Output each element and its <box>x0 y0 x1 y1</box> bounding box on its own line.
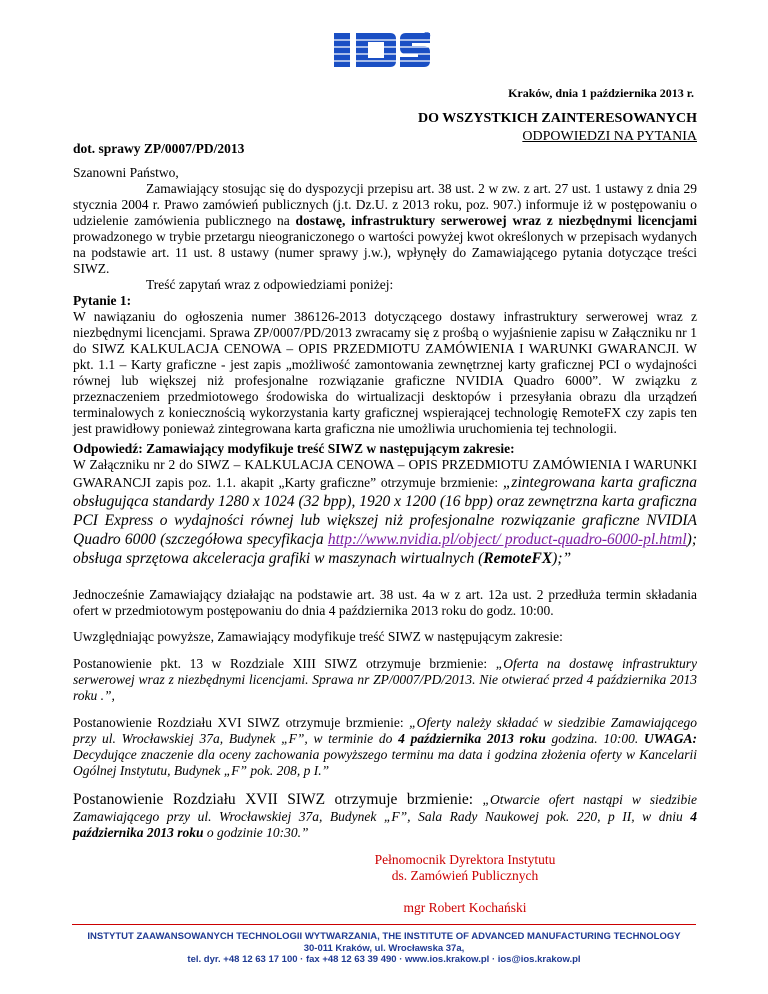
nvidia-link[interactable]: http://www.nvidia.pl/object/ product-quadro-6000-pl.html <box>327 531 687 548</box>
registered-mark: ® <box>423 31 431 42</box>
recipient-heading: DO WSZYSTKICH ZAINTERESOWANYCH <box>417 111 697 126</box>
provision-13: Postanowienie pkt. 13 w Rozdziale XIII SIWZ otrzymuje brzmienie: „Oferta na dostawę infrastruktury serwerowej wraz z niezbędnymi licencjami. Sprawa nr ZP/0007/PD/2013. Nie otwierać przed 4 października 2013 roku .”, <box>73 656 697 703</box>
intro-paragraph: Zamawiający stosując się do dyspozycji przepisu art. 38 ust. 2 w zw. z art. 27 ust. 1 ustawy z dnia 29 stycznia 2004 r. Prawo zamówień publicznych (j.t. Dz.U. z 2013 roku, poz. 907.) informuje iż w postępowaniu o udzielenie zamówienia publicznego na dostawę, infrastruktury serwerowej wraz z niezbędnymi licencjami prowadzonego w trybie przetargu nieograniczonego o wartości powyżej kwot określonych w przepisach wydanych na podstawie art. 11 ust. 8 ustawy (numer sprawy j.w.), wpłynęły do Zamawiającego pytania dotyczące treści SIWZ. <box>73 181 697 276</box>
document-date: Kraków, dnia 1 października 2013 r. <box>508 86 694 100</box>
footer-institute: INSTYTUT ZAAWANSOWANYCH TECHNOLOGII WYTWARZANIA, THE INSTITUTE OF ADVANCED MANUFACTURING TECHNOLOGY <box>87 931 681 942</box>
intro-section <box>73 165 697 437</box>
footer-address: 30-011 Kraków, ul. Wrocławska 37a, <box>303 942 465 954</box>
case-reference: dot. sprawy ZP/0007/PD/2013 <box>73 141 245 156</box>
svg-text:IOS: IOS <box>382 68 384 69</box>
signature-title: Pełnomocnik Dyrektora Instytutu ds. Zamówień Publicznych <box>374 852 556 883</box>
footer-contact: tel. dyr. +48 12 63 17 100 · fax +48 12 63 39 490 · www.ios.krakow.pl · ios@ios.krakow.pl <box>187 954 581 965</box>
intro-paragraph-2: Treść zapytań wraz z odpowiedziami poniżej: <box>146 277 394 292</box>
answer-text: W Załączniku nr 2 do SIWZ – KALKULACJA CENOWA – OPIS PRZEDMIOTU ZAMÓWIENIA I WARUNKI GWARANCJI zapis poz. 1.1. akapit „Karty graficzne” otrzymuje brzmienie: „zintegrowana karta graficzna obsługująca standardy 1280 x 1024 (32 bpp), 1920 x 1200 (16 bpp) oraz zewnętrzna karta graficzna PCI Express o wydajności równej lub większej niż profesjonalne rozwiązanie graficzne NVIDIA Quadro 6000 (szczegółowa specyfikacja http://www.nvidia.pl/object/ product-quadro-6000-pl.html); obsługa sprzętowa akceleracja grafiki w maszynach wirtualnych (RemoteFX);” <box>73 457 697 567</box>
deadline-paragraph: Jednocześnie Zamawiający działając na podstawie art. 38 ust. 4a w z art. 12a ust. 2 przedłuża termin składania ofert w przedmiotowym postępowaniu do dnia 4 października 2013 roku do godz. 10:00. <box>73 587 697 618</box>
footer-rule <box>72 924 696 925</box>
provision-xvii: Postanowienie Rozdziału XVII SIWZ otrzymuje brzmienie: „Otwarcie ofert nastąpi w siedzibie Zamawiającego przy ul. Wrocławskiej 37a, Budynek „F”, Sala Rady Naukowej pok. 220, p II, w dniu 4 października 2013 roku o godzinie 10:30.” <box>73 791 697 840</box>
signature-name: mgr Robert Kochański <box>403 900 527 915</box>
provision-xvi: Postanowienie Rozdziału XVI SIWZ otrzymuje brzmienie: „Oferty należy składać w siedzibie Zamawiającego przy ul. Wrocławskiej 37a, Budynek „F”, w terminie do 4 października 2013 roku godzina. 10:00. UWAGA: Decydujące znaczenie dla oceny zachowania powyższego terminu ma data i godzina złożenia oferty w Kancelarii Ogólnej Instytutu, Budynek „F” pok. 208, p I.” <box>73 715 698 778</box>
ios-logo <box>332 30 432 70</box>
footer <box>40 931 728 966</box>
answer-section <box>73 441 697 568</box>
question-label: Pytanie 1: <box>73 293 132 308</box>
greeting: Szanowni Państwo, <box>73 165 179 180</box>
subject-heading: ODPOWIEDZI NA PYTANIA <box>522 129 697 144</box>
considering-paragraph: Uwzględniając powyższe, Zamawiający modyfikuje treść SIWZ w następującym zakresie: <box>73 629 563 644</box>
answer-label: Odpowiedź: Zamawiający modyfikuje treść SIWZ w następującym zakresie: <box>73 441 515 456</box>
question-text: W nawiązaniu do ogłoszenia numer 386126-2013 dotyczącego dostawy infrastruktury serwerowej wraz z niezbędnymi licencjami. Sprawa ZP/0007/PD/2013 zwracamy się z prośbą o wyjaśnienie zapisu w Załączniku nr 1 do SIWZ KALKULACJA CENOWA – OPIS PRZEDMIOTU ZAMÓWIENIA I WARUNKI GWARANCJI. W pkt. 1.1 – Karty graficzne - jest zapis „możliwość zamontowania zewnętrznej karty graficznej PCI o wydajności równej lub większej niż profesjonalne rozwiązanie graficzne NVIDIA Quadro 6000”. W związku z przeznaczeniem przedmiotowego środowiska do wirtualizacji desktopów i przesyłania obrazu dla urządzeń terminalowych z koniecznością wykorzystania karty graficznej wspierającej technologię RemoteFX czy zapis ten jest prawidłowy ponieważ zintegrowana karta graficzna nie umożliwia uruchomienia tej technologii. <box>73 309 697 436</box>
